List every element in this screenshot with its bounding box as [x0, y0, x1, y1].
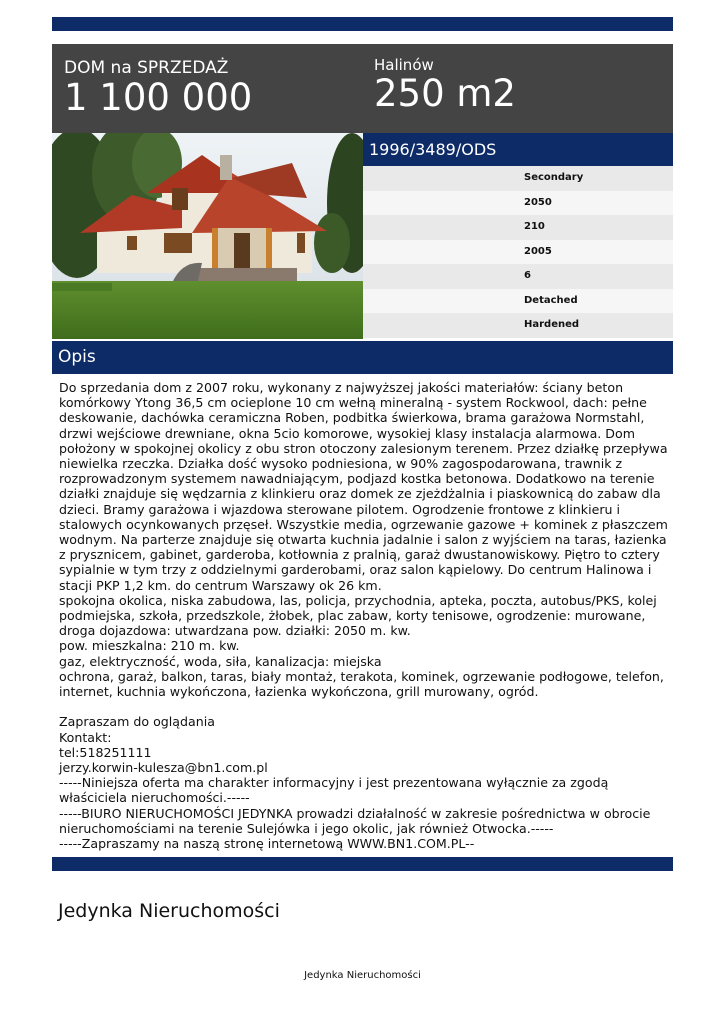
description-text: [59, 380, 671, 851]
house-photo: [52, 133, 363, 339]
description-paragraph: Do sprzedania dom z 2007 roku, wykonany z najwyższej jakości materiałów: ściany beton komórkowy Ytong 36,5 cm ocieplone 10 cm wełną mineralną - system Rockwool, dach: pełne deskowanie, dachówka ceramiczna Roben, podbitka świerkowa, brama garażowa Normstahl, drzwi wejściowe drewniane, okna 5cio komorowe, wysokiej klasy instalacja alarmowa. Dom położony w spokojnej okolicy z obu stron otoczony zalesionym terenem. Przez działkę przepływa niewielka rzeczka. Działka dość wysoko podniesiona, w 90% zagospodarowana, trawnik z rozprowadzonym systemem nawadniającym, podjazd kostka betonowa. Dodatkowo na terenie działki znajduje się wędzarnia z klinkieru oraz domek ze zjeżdżalnia i piaskownicą do zabaw dla dzieci. Bramy garażowa i wjazdowa sterowane pilotem. Ogrodzenie frontowe z klinkieru i stalowych ocynkowanych przęseł. Wszystkie media, ogrzewanie gazowe + kominek z płaszczem wodnym. Na parterze znajduje się otwarta kuchnia jadalnie i salon z wyjściem na taras, łazienka z prysznicem, gabinet, garderoba, kotłownia z pralnią, garaż dwustanowiskowy. Piętro to cztery sypialnie w tym trzy z oddzielnymi garderobami, oraz salon kąpielowy. Do centrum Halinowa i stacji PKP 1,2 km. do centrum Warszawy ok 26 km.: [59, 380, 668, 593]
contact-phone: tel:518251111: [59, 744, 152, 760]
company-name: Jedynka Nieruchomości: [58, 900, 280, 922]
listing-type-label: DOM na SPRZEDAŻ: [64, 58, 229, 78]
listing-header: [52, 44, 673, 133]
description-line: spokojna okolica, niska zabudowa, las, policja, przychodnia, apteka, poczta, autobus/PKS, kolej podmiejska, szkoła, przedszkole, żłobek, plac zabaw, korty tenisowe, ogrodzenie: murowane, droga dojazdowa: utwardzana pow. działki: 2050 m. kw.: [59, 592, 657, 639]
bottom-accent-bar: [52, 857, 673, 871]
contact-line: Kontakt:: [59, 729, 112, 745]
listing-price: 1 100 000: [64, 76, 253, 119]
description-heading: Opis: [52, 341, 673, 374]
detail-building-type: Detached: [363, 289, 673, 314]
page-footer: Jedynka Nieruchomości: [304, 970, 421, 981]
detail-living-area: 210: [363, 215, 673, 240]
detail-access-road: Hardened: [363, 313, 673, 338]
top-accent-bar: [52, 17, 673, 31]
listing-location: Halinów: [374, 56, 434, 74]
detail-rooms: 6: [363, 264, 673, 289]
detail-plot-area: 2050: [363, 191, 673, 216]
disclaimer-line: -----Niniejsza oferta ma charakter informacyjny i jest prezentowana wyłącznie za zgodą właściciela nieruchomości.-----: [59, 775, 609, 806]
spacer: [59, 699, 671, 714]
reference-number: 1996/3489/ODS: [363, 133, 673, 166]
contact-email: jerzy.korwin-kulesza@bn1.com.pl: [59, 760, 268, 776]
detail-market: Secondary: [363, 166, 673, 191]
description-line: pow. mieszkalna: 210 m. kw.: [59, 638, 240, 654]
detail-year-built: 2005: [363, 240, 673, 265]
description-line: ochrona, garaż, balkon, taras, biały montaż, terakota, kominek, ogrzewanie podłogowe, telefon, internet, kuchnia wykończona, łazienka wykończona, grill murowany, ogród.: [59, 668, 664, 700]
description-line: gaz, elektryczność, woda, siła, kanalizacja: miejska: [59, 653, 382, 669]
listing-area: 250 m2: [374, 72, 516, 115]
website-line: -----Zapraszamy na naszą stronę internetową WWW.BN1.COM.PL--: [59, 836, 475, 852]
property-details-list: [363, 166, 673, 338]
agency-info-line: -----BIURO NIERUCHOMOŚCI JEDYNKA prowadzi działalność w zakresie pośrednictwa w obrocie nieruchomościami na terenie Sulejówka i jego okolic, jak również Otwocka.-----: [59, 805, 651, 836]
contact-line: Zapraszam do oglądania: [59, 714, 215, 730]
